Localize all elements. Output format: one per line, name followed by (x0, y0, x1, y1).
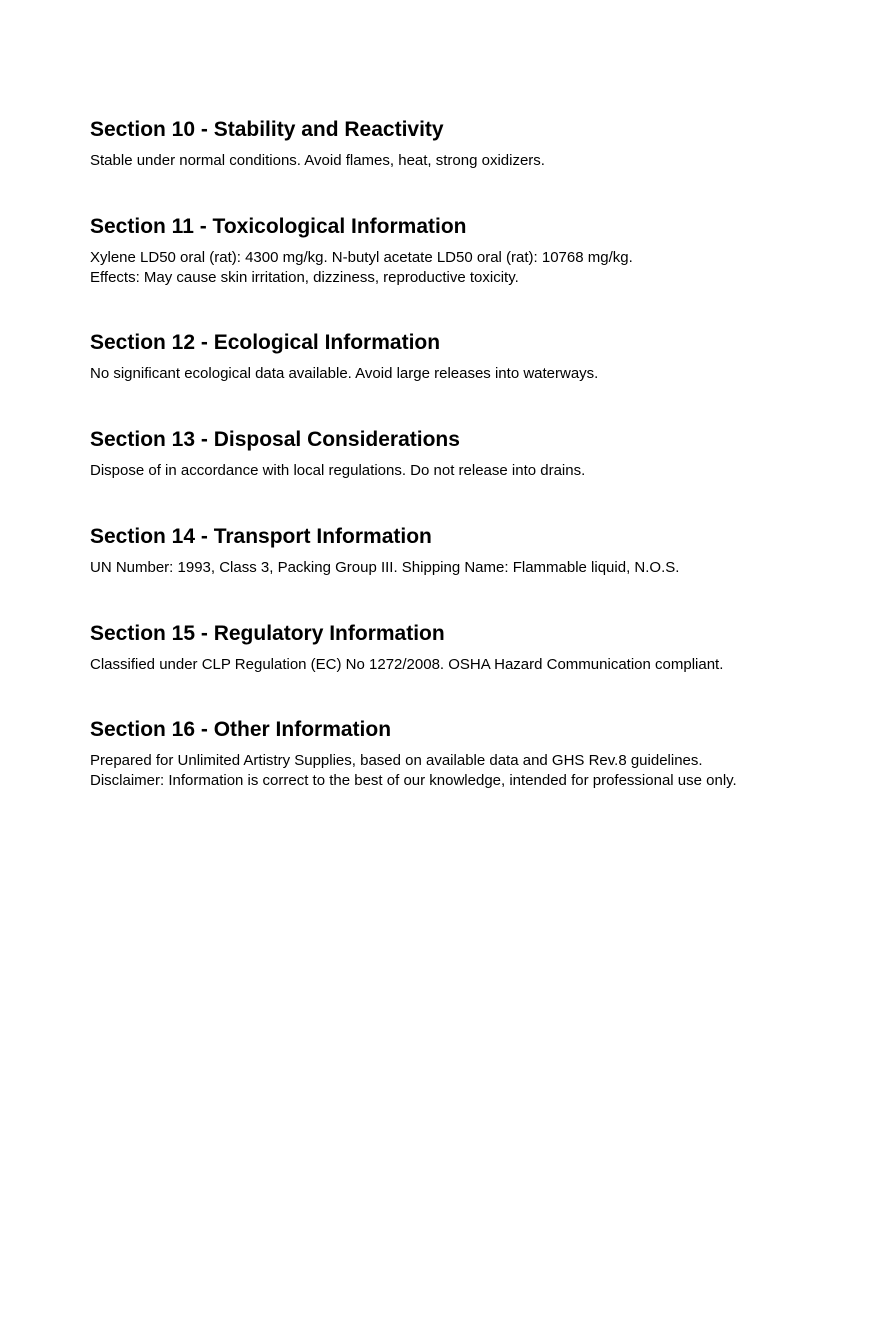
section-15-body (90, 655, 850, 675)
section-14-transport-information (90, 524, 850, 578)
section-12-ecological-information (90, 330, 850, 384)
section-16-other-information (90, 717, 850, 791)
section-13-line-1: Dispose of in accordance with local regulations. Do not release into drains. (90, 462, 586, 479)
section-12-line-1: No significant ecological data available. Avoid large releases into waterways. (90, 365, 599, 382)
section-10-heading: Section 10 - Stability and Reactivity (90, 118, 444, 141)
section-12-heading: Section 12 - Ecological Information (90, 331, 441, 354)
section-11-line-1: Xylene LD50 oral (rat): 4300 mg/kg. N-butyl acetate LD50 oral (rat): 10768 mg/kg. (90, 249, 633, 266)
section-10-stability-reactivity (90, 117, 850, 171)
section-16-heading: Section 16 - Other Information (90, 718, 392, 741)
section-16-body (90, 751, 850, 791)
section-11-line-2: Effects: May cause skin irritation, dizziness, reproductive toxicity. (90, 269, 519, 286)
section-10-body (90, 151, 850, 171)
section-14-body (90, 558, 850, 578)
section-15-heading: Section 15 - Regulatory Information (90, 622, 445, 645)
section-13-body (90, 461, 850, 481)
section-15-line-1: Classified under CLP Regulation (EC) No 1272/2008. OSHA Hazard Communication compliant. (90, 656, 724, 673)
section-13-disposal-considerations (90, 427, 850, 481)
section-16-line-1: Prepared for Unlimited Artistry Supplies, based on available data and GHS Rev.8 guidelines. (90, 752, 703, 769)
section-11-toxicological-information (90, 214, 850, 288)
section-11-body (90, 248, 850, 288)
section-16-line-2: Disclaimer: Information is correct to the best of our knowledge, intended for professional use only. (90, 772, 737, 789)
section-11-heading: Section 11 - Toxicological Information (90, 215, 467, 238)
section-12-body (90, 364, 850, 384)
section-15-regulatory-information (90, 621, 850, 675)
section-10-line-1: Stable under normal conditions. Avoid flames, heat, strong oxidizers. (90, 152, 545, 169)
section-14-line-1: UN Number: 1993, Class 3, Packing Group III. Shipping Name: Flammable liquid, N.O.S. (90, 559, 680, 576)
section-13-heading: Section 13 - Disposal Considerations (90, 428, 460, 451)
section-14-heading: Section 14 - Transport Information (90, 525, 432, 548)
